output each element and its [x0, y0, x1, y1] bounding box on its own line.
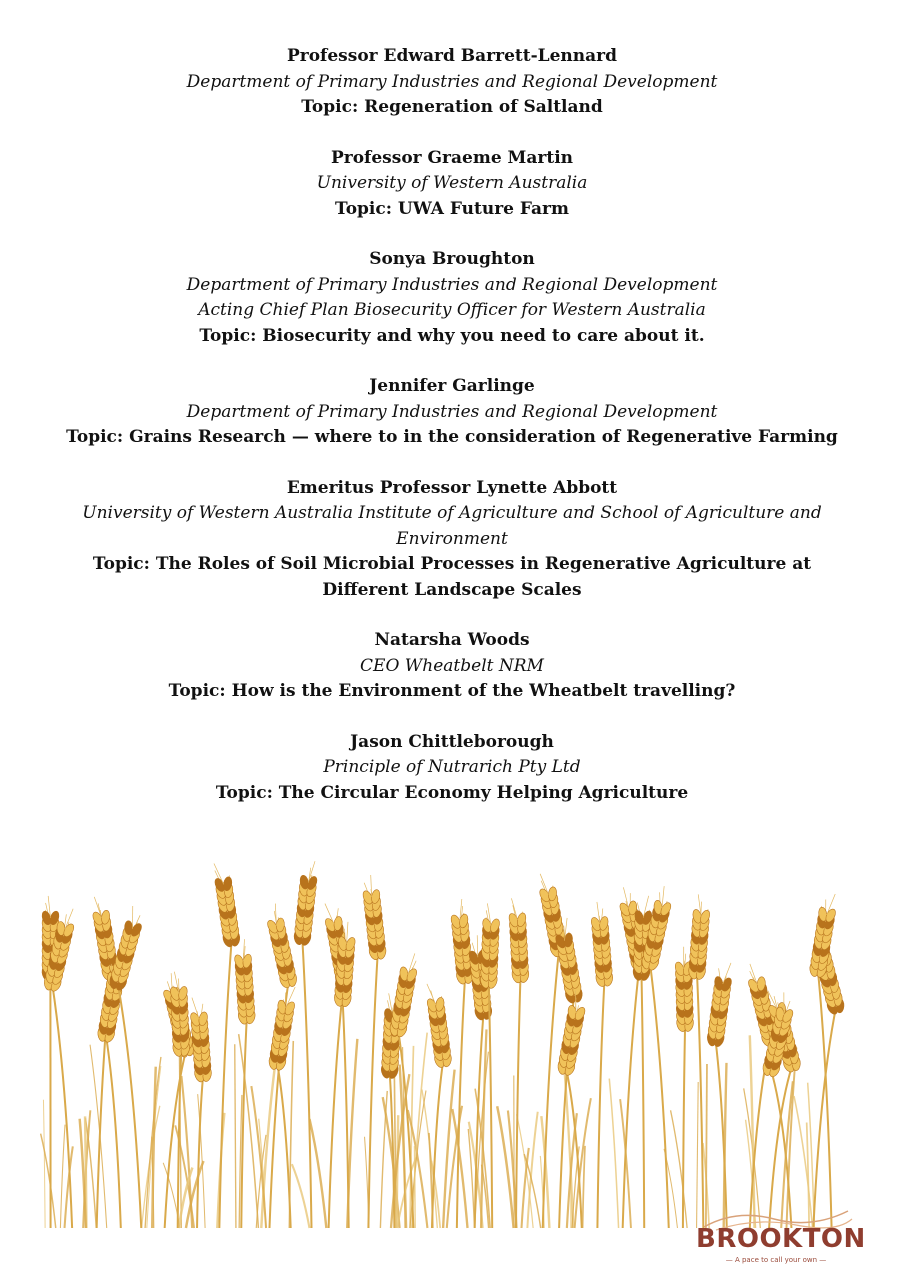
- speaker-name: Jason Chittleborough: [350, 731, 554, 752]
- speaker-affiliation: University of Western Australia: [316, 173, 588, 193]
- wheat-ear: [423, 982, 454, 1070]
- speaker-name: Professor Graeme Martin: [330, 147, 574, 168]
- speaker-affiliation: Department of Primary Industries and Regional Development: [186, 274, 718, 295]
- wheat-ear: [232, 939, 257, 1026]
- speaker-role: Acting Chief Plan Biosecurity Officer for Western Australia: [198, 300, 706, 320]
- speaker-name: Emeritus Professor Lynette Abbott: [286, 477, 618, 498]
- brookton-logo: [696, 1203, 866, 1273]
- wheat-ear: [211, 861, 243, 949]
- wheat-stalk: [95, 956, 129, 1228]
- speaker-entry: [60, 628, 844, 705]
- speaker-entry: [60, 374, 844, 451]
- wheat-stalk: [807, 892, 840, 1228]
- speaker-entry: [60, 44, 844, 121]
- speaker-topic: Topic: The Circular Economy Helping Agriculture: [215, 782, 689, 803]
- speaker-name: Natarsha Woods: [374, 630, 530, 650]
- grass-blade: [43, 1100, 45, 1228]
- speaker-affiliation: CEO Wheatbelt NRM: [360, 655, 544, 676]
- speaker-name: Sonya Broughton: [369, 249, 535, 269]
- speaker-entry: [60, 730, 844, 807]
- grass-blade: [415, 1146, 416, 1228]
- grass-blade: [609, 1079, 618, 1228]
- grass-blade: [380, 1091, 387, 1228]
- speaker-name: Jennifer Garlinge: [369, 376, 535, 396]
- speaker-topic: Topic: How is the Environment of the Wheatbelt travelling?: [168, 681, 736, 701]
- speaker-affiliation: Department of Primary Industries and Regional Development: [186, 401, 718, 422]
- wheat-ear: [506, 898, 530, 985]
- speaker-topic: Topic: Grains Research — where to in the consideration of Regenerative Farming: [66, 427, 838, 447]
- speaker-affiliation: Department of Primary Industries and Regional Development: [186, 71, 718, 92]
- speaker-affiliation: University of Western Australia Institute of Agriculture and School of Agriculture and Environment: [82, 503, 822, 549]
- wheat-stalk: [211, 861, 243, 1228]
- wheat-ear: [359, 874, 388, 962]
- speaker-entry: [60, 247, 844, 349]
- wheat-ear: [705, 961, 736, 1049]
- wheat-field-illustration: [40, 848, 850, 1230]
- wheat-ear: [478, 903, 501, 990]
- wheat-ear: [292, 860, 321, 948]
- speaker-affiliation: Principle of Nutrarich Pty Ltd: [323, 757, 581, 777]
- wheat-ear: [588, 901, 615, 988]
- grass-blade: [235, 1044, 236, 1228]
- grass-blade: [41, 1134, 56, 1228]
- wheat-ear: [686, 894, 712, 981]
- wheat-stalk: [88, 895, 122, 1228]
- speaker-name: Professor Edward Barrett-Lennard: [286, 46, 618, 66]
- wheat-stalk: [686, 894, 712, 1228]
- wheat-ear: [387, 951, 422, 1039]
- logo-tagline: — A pace to call your own —: [725, 1256, 827, 1264]
- speaker-topic: Topic: Regeneration of Saltland: [301, 97, 603, 117]
- speaker-entry: [60, 146, 844, 223]
- wheat-stalk: [705, 961, 736, 1228]
- speaker-list: [60, 44, 844, 831]
- grass-blade: [292, 1164, 310, 1228]
- grass-blade: [497, 1106, 513, 1228]
- speaker-entry: [60, 476, 844, 604]
- speaker-topic: Topic: UWA Future Farm: [335, 198, 569, 219]
- logo-wordmark: BROOKTON: [696, 1224, 866, 1254]
- speaker-topic: Topic: The Roles of Soil Microbial Processes in Regenerative Agriculture at Different Landscape Scales: [92, 554, 812, 600]
- wheat-stalk: [188, 996, 214, 1228]
- wheat-ear: [266, 984, 299, 1072]
- wheat-ear: [262, 902, 300, 990]
- speaker-topic: Topic: Biosecurity and why you need to care about it.: [199, 325, 705, 346]
- wheat-stalk: [673, 946, 695, 1228]
- grass-blade: [60, 1125, 65, 1228]
- wheat-stalk: [588, 901, 615, 1228]
- grass-blade: [583, 1146, 585, 1228]
- wheat-ear: [807, 892, 840, 980]
